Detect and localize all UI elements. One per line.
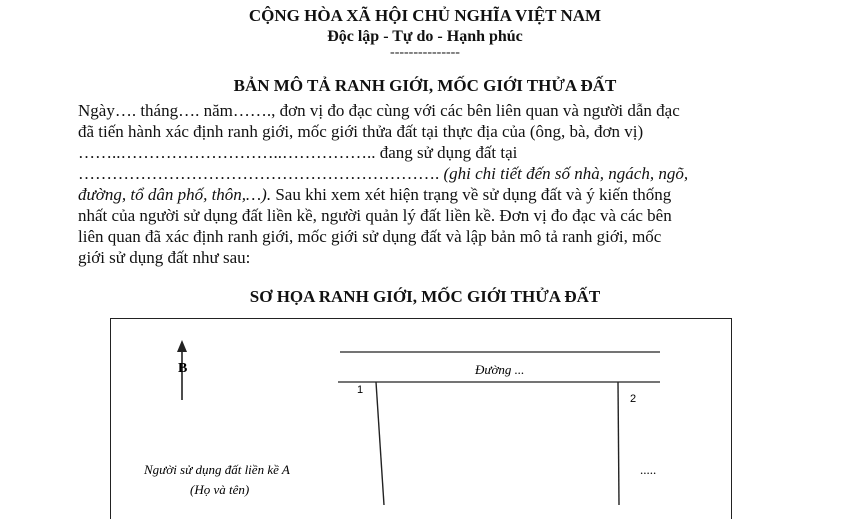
road-label: Đường ... [475, 362, 525, 377]
paragraph-line: ……..………………………..…………….. đang sử dụng đất tại [78, 143, 518, 162]
paragraph-line: đã tiến hành xác định ranh giới, mốc giới thửa đất tại thực địa của (ông, bà, đơn vị) [78, 122, 644, 141]
paragraph-text: Sau khi xem xét hiện trạng về sử dụng đất và ý kiến thống [271, 185, 672, 204]
address-dots: ………………………………………………………. [78, 164, 440, 183]
parcel-boundary-left [376, 382, 384, 505]
heading-divider: --------------- [390, 45, 460, 60]
boundary-marker-2: 2 [630, 393, 637, 405]
address-note-cont: đường, tổ dân phố, thôn,…). [78, 185, 272, 204]
neighbor-dots: ..... [640, 462, 657, 477]
neighbor-a-label: Người sử dụng đất liền kề A [144, 462, 290, 477]
paragraph-line: giới sử dụng đất như sau: [78, 248, 251, 267]
paragraph-line: nhất của người sử dụng đất liền kề, người quản lý đất liền kề. Đơn vị đo đạc và các bên [78, 206, 672, 225]
motto-heading: Độc lập - Tự do - Hạnh phúc [327, 28, 523, 45]
paragraph-line: Ngày…. tháng…. năm……., đơn vị đo đạc cùng với các bên liên quan và người dẫn đạc [78, 101, 680, 120]
sketch-title: SƠ HỌA RANH GIỚI, MỐC GIỚI THỬA ĐẤT [249, 287, 601, 306]
nation-heading: CỘNG HÒA XÃ HỘI CHỦ NGHĨA VIỆT NAM [248, 6, 602, 25]
document-title: BẢN MÔ TẢ RANH GIỚI, MỐC GIỚI THỬA ĐẤT [233, 76, 617, 95]
parcel-boundary-right [618, 382, 619, 505]
address-note: (ghi chi tiết đến số nhà, ngách, ngõ, [443, 164, 689, 183]
north-label: B [178, 361, 188, 376]
neighbor-a-sublabel: (Họ và tên) [190, 482, 250, 497]
paragraph-line: liên quan đã xác định ranh giới, mốc giới sử dụng đất và lập bản mô tả ranh giới, mốc [78, 227, 662, 246]
boundary-marker-1: 1 [357, 384, 364, 396]
